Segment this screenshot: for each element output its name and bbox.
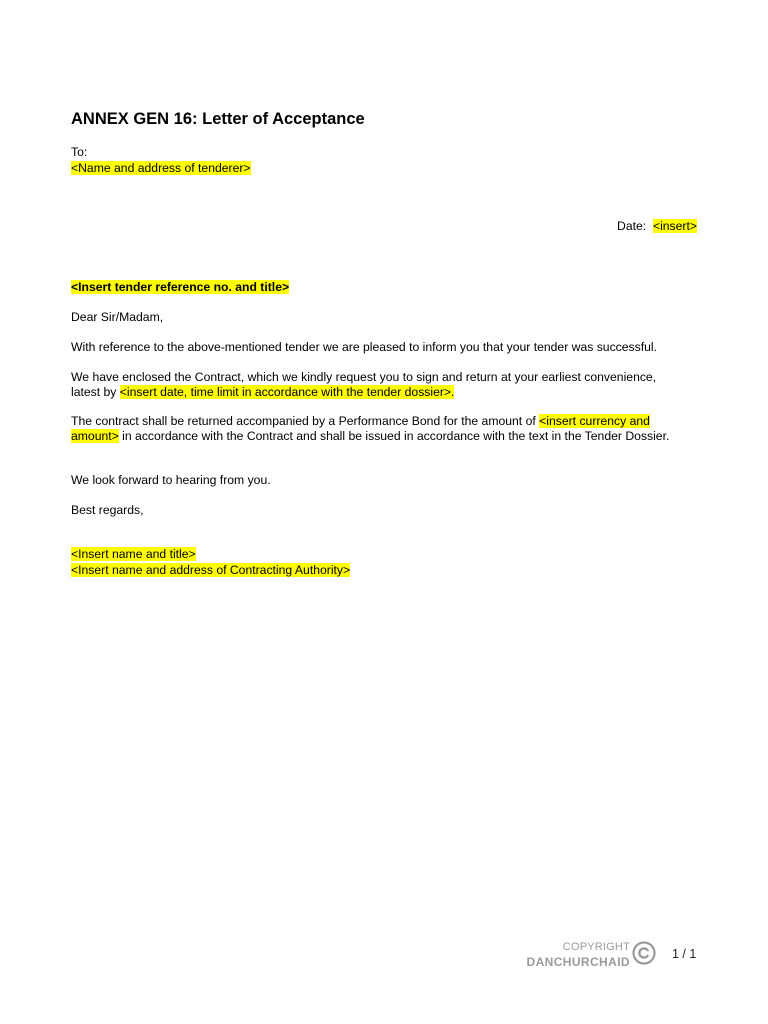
copyright-label: COPYRIGHT [562, 941, 630, 953]
recipient-placeholder: <Name and address of tenderer> [71, 161, 251, 175]
paragraph-1: With reference to the above-mentioned tender we are pleased to inform you that your tender was successful. [71, 340, 657, 354]
document-title: ANNEX GEN 16: Letter of Acceptance [71, 110, 365, 128]
date-label: Date: [617, 219, 647, 233]
signature-name-line [71, 546, 196, 562]
paragraph-3-line-1 [71, 413, 650, 429]
page-indicator: 1 / 1 [672, 947, 697, 961]
paragraph-3-suffix: in accordance with the Contract and shall be issued in accordance with the text in the Tender Dossier. [122, 429, 670, 443]
to-label: To: [71, 145, 88, 159]
date-placeholder: <insert> [652, 219, 697, 233]
page-footer [526, 938, 710, 974]
reference-placeholder: <Insert tender reference no. and title> [71, 280, 290, 294]
date-line [617, 219, 697, 233]
salutation: Dear Sir/Madam, [71, 310, 164, 324]
best-regards: Best regards, [71, 503, 144, 517]
paragraph-3-line-2 [71, 428, 669, 444]
copyright-icon [632, 941, 656, 965]
paragraph-3-placeholder-part-1: <insert currency and [539, 414, 650, 428]
brand-name: DANCHURCHAID [526, 955, 630, 969]
closing-line: We look forward to hearing from you. [71, 473, 271, 487]
paragraph-3-placeholder-part-2: amount> [71, 429, 119, 443]
signature-authority-line [71, 562, 350, 578]
recipient-line [71, 160, 251, 176]
signature-authority-placeholder: <Insert name and address of Contracting Authority> [71, 563, 351, 577]
paragraph-2-prefix: latest by [71, 385, 117, 399]
paragraph-3-prefix: The contract shall be returned accompanied by a Performance Bond for the amount of [71, 414, 536, 428]
paragraph-2-line-2 [71, 384, 454, 400]
paragraph-2-line-1: We have enclosed the Contract, which we kindly request you to sign and return at your earliest convenience, [71, 370, 657, 384]
reference-line [71, 279, 289, 295]
paragraph-2-placeholder: <insert date, time limit in accordance with the tender dossier>. [119, 385, 455, 399]
signature-name-placeholder: <Insert name and title> [71, 547, 196, 561]
